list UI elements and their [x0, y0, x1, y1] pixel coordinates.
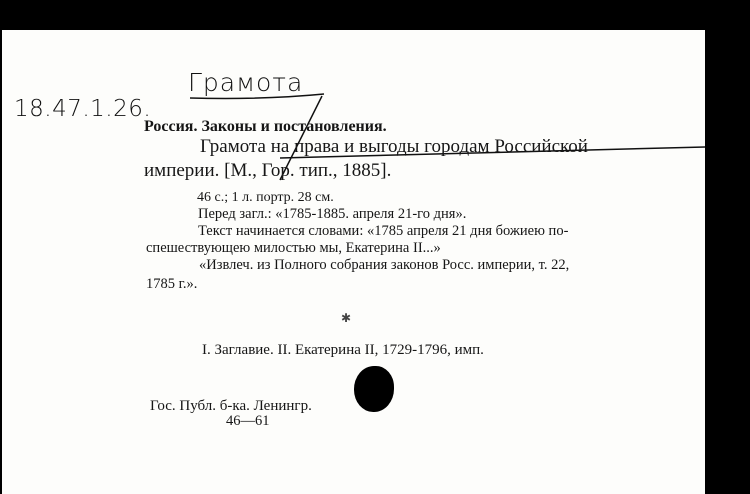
ink-smudge: ✱	[341, 311, 352, 325]
catalog-card	[2, 30, 705, 494]
title-line-1: Грамота на права и выгоды городам Российской	[200, 136, 588, 157]
title-underline-mark	[190, 94, 324, 99]
card-number: 46—61	[226, 413, 270, 429]
note-3-line-1: «Извлеч. из Полного собрания законов Росс. империи, т. 22,	[199, 257, 570, 273]
note-2-line-2: спешествующею милостью мы, Екатерина II...»	[146, 240, 441, 256]
heading: Россия. Законы и постановления.	[144, 118, 387, 135]
library-name: Гос. Публ. б-ка. Ленингр.	[150, 398, 312, 414]
handwritten-title: Грамота	[188, 68, 304, 97]
note-2-line-1: Текст начинается словами: «1785 апреля 21 дня божиею по-	[198, 223, 569, 239]
title-line-2: империи. [М., Гор. тип., 1885].	[144, 160, 392, 181]
tracings: I. Заглавие. II. Екатерина II, 1729-1796, имп.	[202, 342, 484, 358]
note-3-line-2: 1785 г.».	[146, 276, 198, 292]
physical-description: 46 с.; 1 л. портр. 28 см.	[197, 190, 334, 205]
punch-hole	[354, 366, 394, 412]
note-1: Перед загл.: «1785-1885. апреля 21-го дня».	[198, 206, 467, 222]
shelfmark: 18.47.1.26.	[14, 96, 152, 122]
